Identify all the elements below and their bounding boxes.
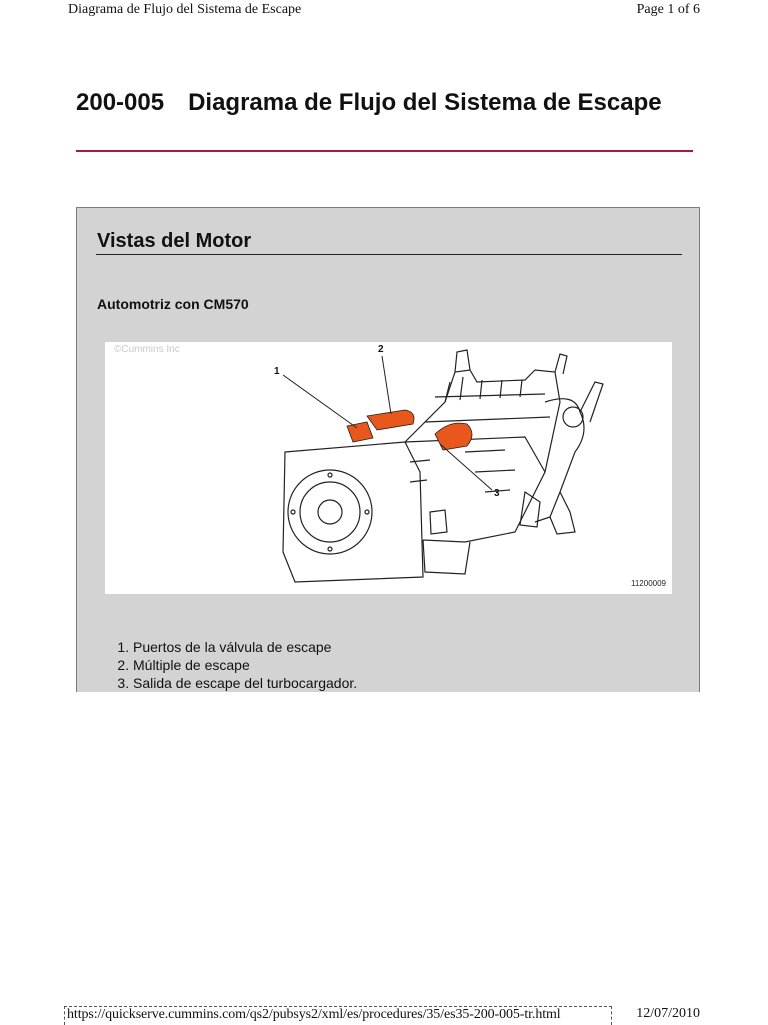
section-heading: Vistas del Motor	[97, 230, 252, 252]
figure-code: 11200009	[631, 579, 666, 588]
flywheel-housing	[283, 442, 423, 582]
print-header	[0, 0, 768, 24]
engine-views-panel	[76, 207, 700, 692]
document-title: 200-005 Diagrama de Flujo del Sistema de Escape	[76, 89, 662, 116]
print-date: 12/07/2010	[636, 1006, 700, 1021]
title-divider	[76, 150, 693, 152]
list-item: 3. Salida de escape del turbocargador.	[133, 674, 357, 692]
print-footer	[0, 998, 768, 1024]
engine-illustration	[105, 342, 672, 594]
parts-list	[113, 638, 357, 692]
exhaust-valve-ports	[347, 422, 373, 442]
callout-3: 3	[494, 488, 500, 499]
callout-1: 1	[274, 366, 280, 377]
list-item: 2. Múltiple de escape	[133, 656, 357, 674]
copyright-watermark: ©Cummins Inc	[114, 344, 180, 355]
source-url-link[interactable]: https://quickserve.cummins.com/qs2/pubsys2/xml/es/procedures/35/es35-200-005-tr.html	[64, 1006, 612, 1025]
exhaust-highlights	[347, 410, 472, 450]
header-title: Diagrama de Flujo del Sistema de Escape	[68, 2, 302, 17]
callout-2: 2	[378, 344, 384, 355]
section-subheading: Automotriz con CM570	[97, 296, 249, 312]
list-item: 1. Puertos de la válvula de escape	[133, 638, 357, 656]
turbo-exhaust-outlet	[435, 423, 472, 450]
page-number: Page 1 of 6	[636, 2, 700, 17]
engine-drawing	[105, 342, 672, 594]
section-divider	[96, 254, 682, 255]
